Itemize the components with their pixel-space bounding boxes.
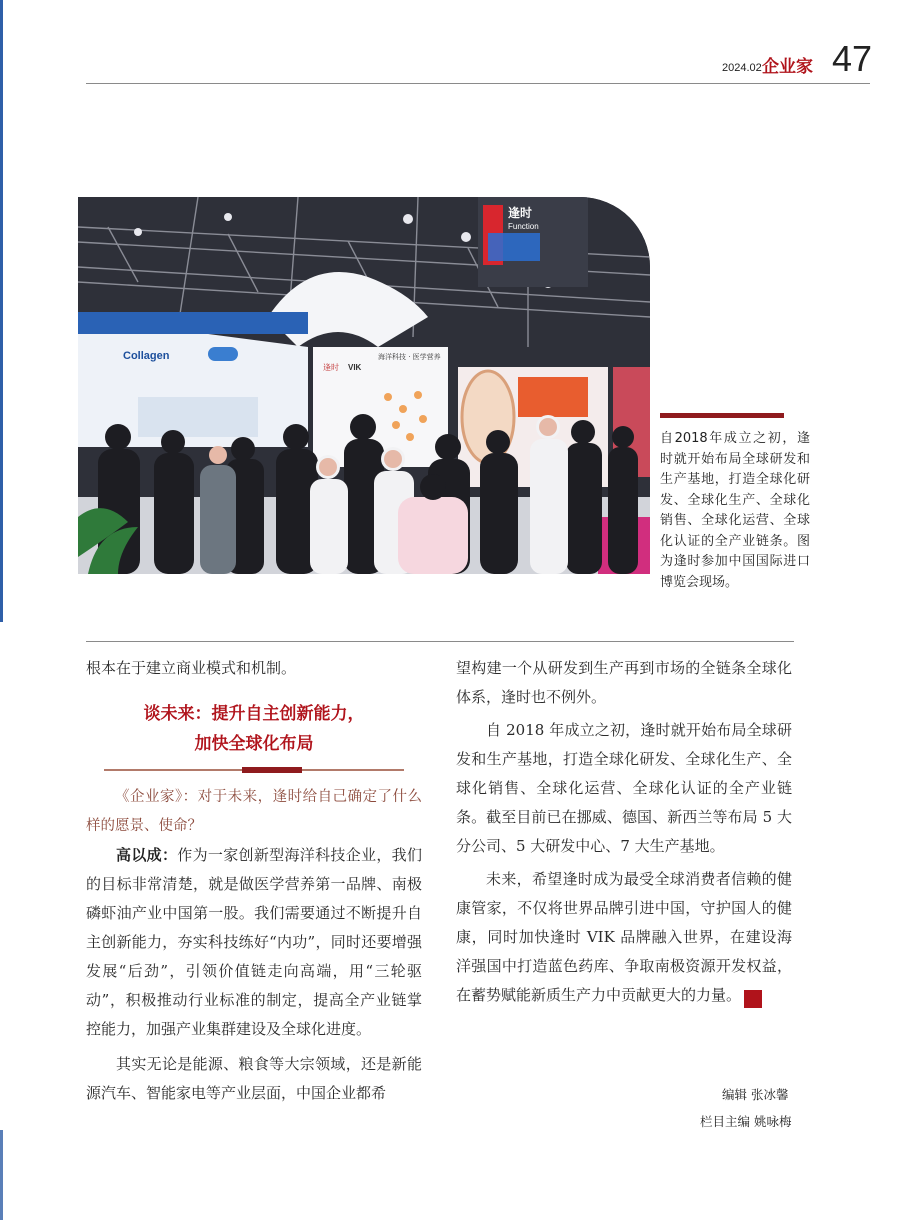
product-shelf bbox=[138, 397, 258, 437]
right-paragraph-3 bbox=[456, 865, 792, 1010]
heading-divider-accent bbox=[242, 767, 302, 773]
logo-blue-panel bbox=[488, 233, 540, 261]
answer-text: 作为一家创新型海洋科技企业，我们的目标非常清楚，就是做医学营养第一品牌、南极磷虾油产业中国第一股。我们需要通过不断提升自主创新能力，夯实科技练好“内功”，同时还要增强发展“后劲”，引领价值链走向高端，用“三轮驱动”，积极推动行业标准的制定，提高全产业链掌控能力，加强产业集群建设及全球化进度。 bbox=[86, 846, 422, 1038]
end-mark-icon: 企 bbox=[744, 990, 762, 1008]
section-heading-line1: 谈未来：提升自主创新能力， bbox=[143, 704, 365, 724]
left-edge-bar bbox=[0, 0, 3, 622]
heading-divider bbox=[104, 769, 404, 771]
expo-booth-photo bbox=[78, 197, 650, 574]
collagen-sign: Collagen bbox=[123, 350, 170, 362]
issue-date: 2024.02 bbox=[722, 62, 762, 74]
header-rule bbox=[86, 83, 870, 84]
section-heading-line2: 加快全球化布局 bbox=[194, 734, 314, 754]
product-banner bbox=[518, 377, 588, 417]
caption-accent-bar bbox=[660, 413, 784, 418]
tower-brand-cn: 逢时 bbox=[508, 206, 533, 220]
interview-question: 《企业家》：对于未来，逢时给自己确定了什么样的愿景、使命？ bbox=[86, 789, 422, 834]
tower-brand-en: Function bbox=[508, 222, 539, 231]
right-column bbox=[456, 654, 792, 1010]
booth-slogan-sign: 海洋科技 · 医学营养 bbox=[378, 353, 441, 361]
woman-pink-dress bbox=[398, 497, 468, 574]
photo-caption: 自2018年成立之初，逢时就开始布局全球研发和生产基地，打造全球化研发、全球化生产、全球化销售、全球化运营、全球化认证的全产业链条。图为逢时参加中国国际进口博览会现场。 bbox=[660, 431, 810, 590]
speaker-label: 高以成： bbox=[116, 846, 178, 864]
section-rule bbox=[86, 641, 794, 642]
right-paragraph-1: 望构建一个从研发到生产再到市场的全链条全球化体系，逢时也不例外。 bbox=[456, 659, 792, 706]
left-column bbox=[86, 654, 422, 1108]
expo-booth-illustration bbox=[78, 197, 650, 574]
left-paragraph-continued: 根本在于建立商业模式和机制。 bbox=[86, 659, 297, 677]
section-heading bbox=[86, 699, 422, 759]
left-paragraph-last: 其实无论是能源、粮食等大宗领域，还是新能源汽车、智能家电等产业层面，中国企业都希 bbox=[86, 1055, 422, 1102]
blue-fascia bbox=[78, 312, 308, 334]
right-paragraph-2: 自 2018 年成立之初，逢时就开始布局全球研发和生产基地，打造全球化研发、全球化生产、全球化销售、全球化运营、全球化认证的全产业链条。截至目前已在挪威、德国、新西兰等布局 5 大分公司、5 大研发中心、7 大生产基地。 bbox=[456, 721, 792, 855]
right-paragraph-3-text: 未来，希望逢时成为最受全球消费者信赖的健康管家，不仅将世界品牌引进中国，守护国人的健康，同时加快逢时 VIK 品牌融入世界，在建设海洋强国中打造蓝色药库、争取南极资源开发权益，在蓄势赋能新质生产力中贡献更大的力量。 bbox=[456, 870, 792, 1004]
page-number: 47 bbox=[832, 38, 873, 79]
column-editor-credit: 栏目主编 姚咏梅 bbox=[700, 1114, 792, 1129]
interview-answer bbox=[86, 841, 422, 1044]
left-edge-bar-bottom bbox=[0, 1130, 3, 1220]
editor-credit: 编辑 张冰馨 bbox=[722, 1087, 789, 1102]
semai-logo bbox=[208, 347, 238, 361]
vik-sign: VIK bbox=[348, 363, 362, 372]
booth-brand-sign: 逢时 bbox=[323, 363, 339, 372]
magazine-name: 企业家 bbox=[762, 57, 813, 77]
